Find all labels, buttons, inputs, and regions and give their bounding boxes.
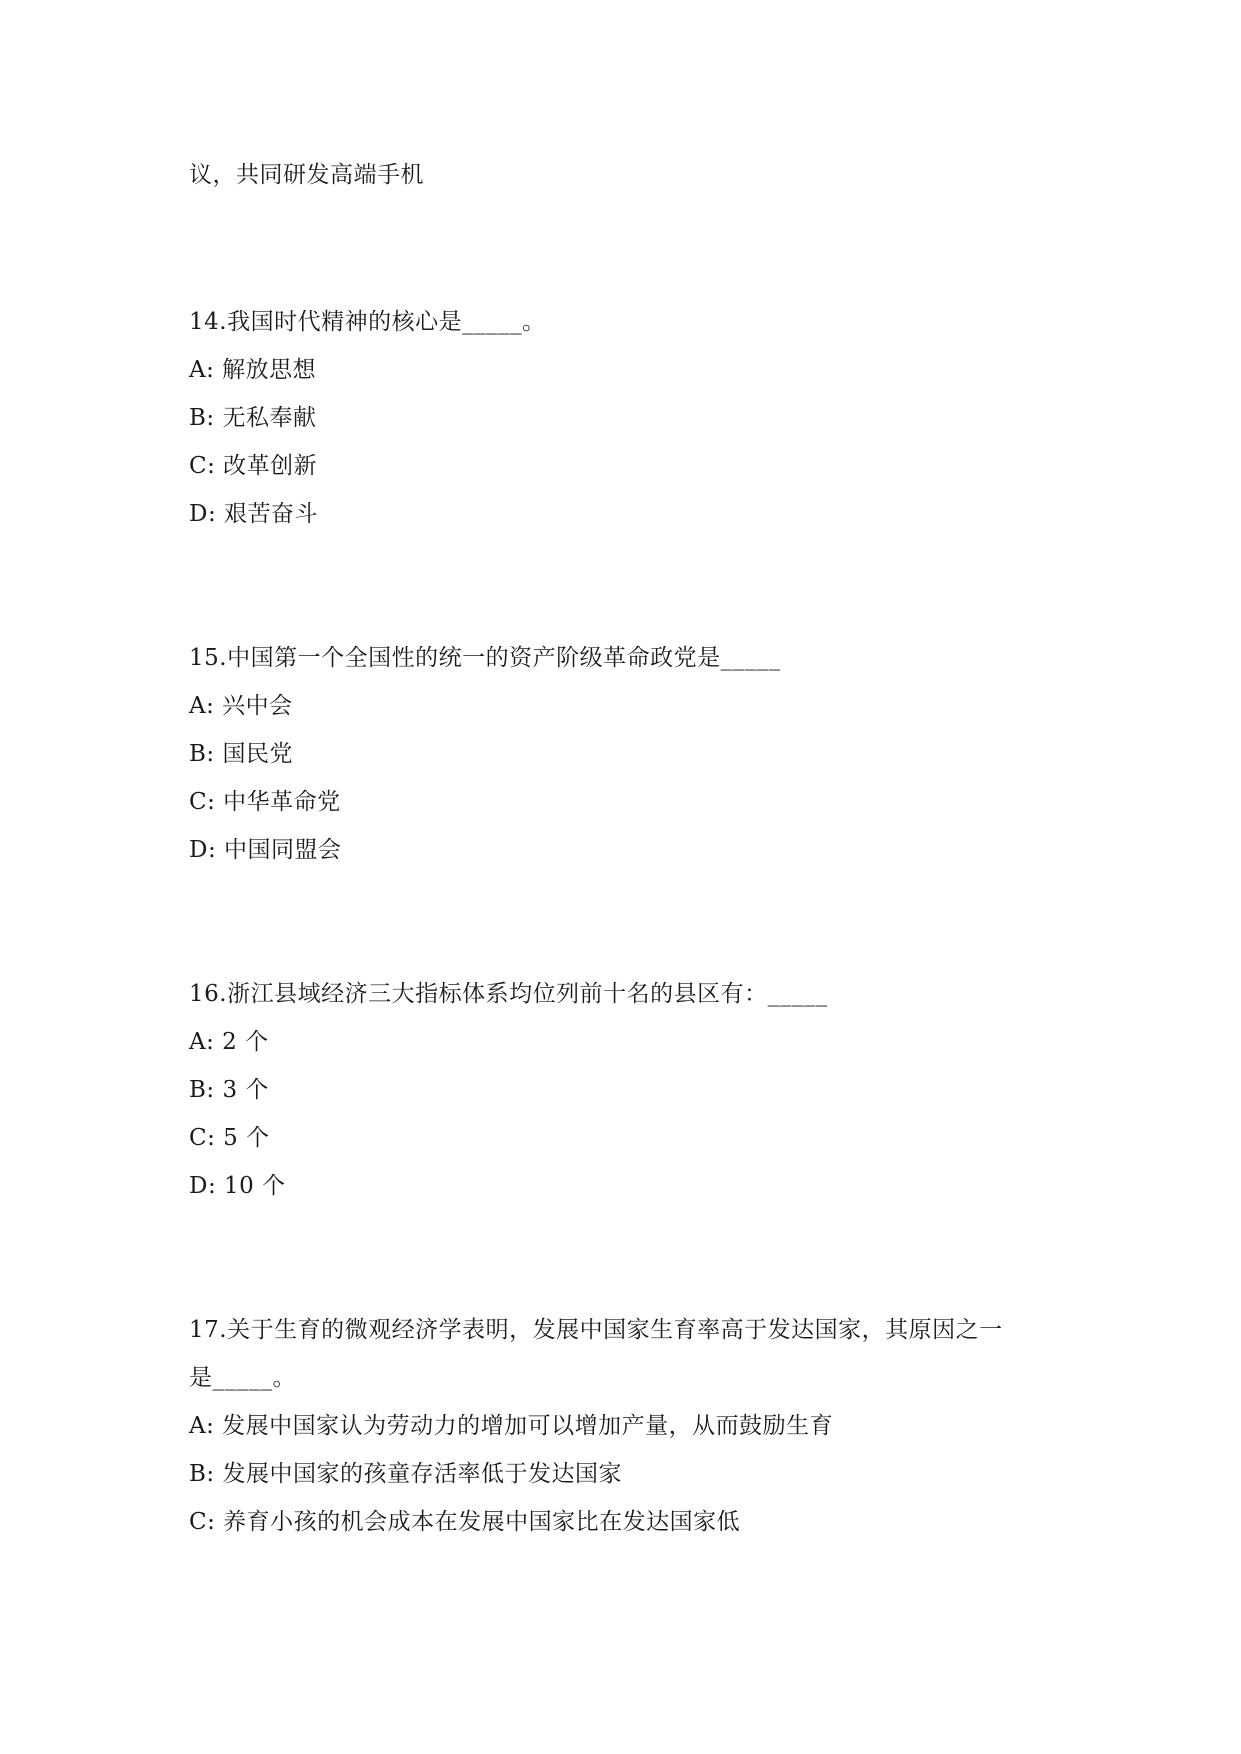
question-16-stem: 16.浙江县域经济三大指标体系均位列前十名的县区有：_____ [189,981,828,1007]
question-15-option-d: D: 中国同盟会 [189,837,342,863]
continuation-text: 议，共同研发高端手机 [189,162,424,188]
question-16-option-b: B: 3 个 [189,1077,269,1103]
question-15-stem: 15.中国第一个全国性的统一的资产阶级革命政党是_____ [189,645,781,671]
question-14-stem: 14.我国时代精神的核心是_____。 [189,309,546,335]
question-17-stem-line1: 17.关于生育的微观经济学表明，发展中国家生育率高于发达国家，其原因之一 [189,1317,1003,1343]
question-17-option-c: C: 养育小孩的机会成本在发展中国家比在发达国家低 [189,1509,741,1535]
question-16-option-a: A: 2 个 [189,1029,269,1055]
question-15-option-c: C: 中华革命党 [189,789,341,815]
question-14-option-a: A: 解放思想 [189,357,317,383]
question-14-option-c: C: 改革创新 [189,453,318,479]
question-16-option-d: D: 10 个 [189,1173,286,1199]
question-17-option-a: A: 发展中国家认为劳动力的增加可以增加产量，从而鼓励生育 [189,1413,834,1439]
question-14-option-b: B: 无私奉献 [189,405,317,431]
question-14-option-d: D: 艰苦奋斗 [189,501,319,527]
question-17-stem-line2: 是_____。 [189,1365,296,1391]
question-15-option-a: A: 兴中会 [189,693,293,719]
question-15-option-b: B: 国民党 [189,741,293,767]
question-16-option-c: C: 5 个 [189,1125,270,1151]
question-17-option-b: B: 发展中国家的孩童存活率低于发达国家 [189,1461,622,1487]
